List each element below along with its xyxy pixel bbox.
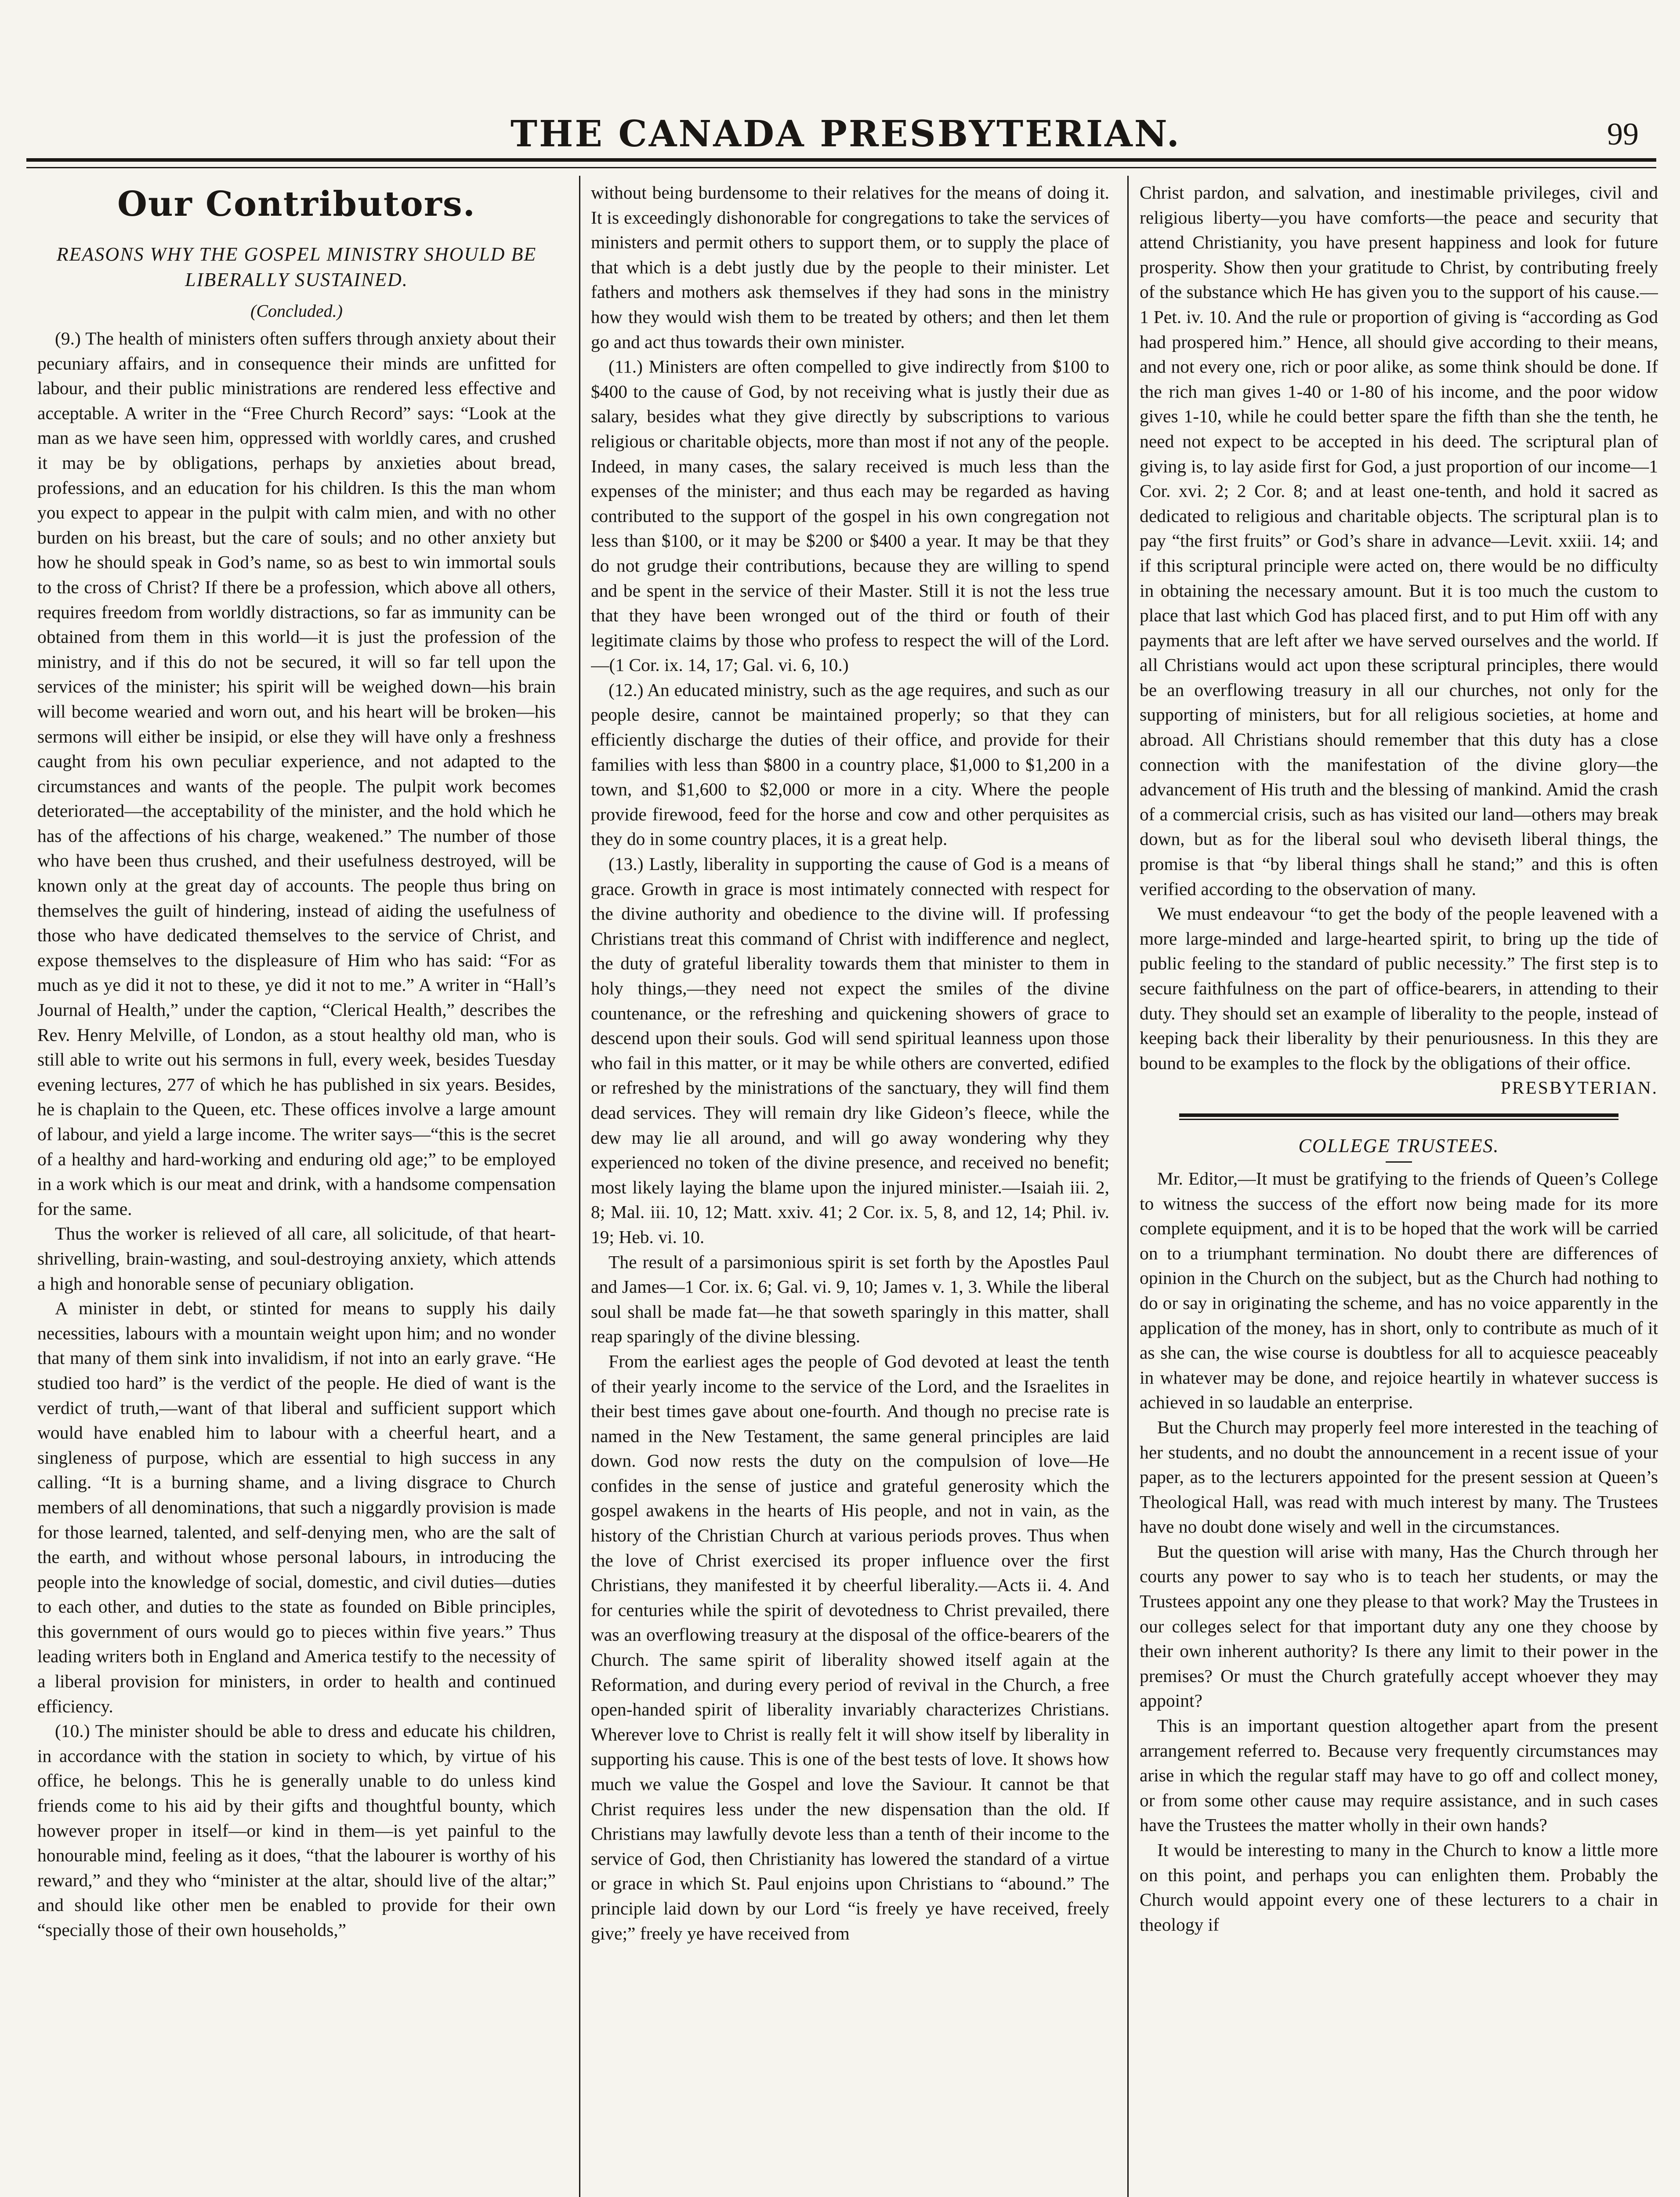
article-title: COLLEGE TRUSTEES. xyxy=(1298,1135,1499,1157)
newspaper-title: THE CANADA PRESBYTERIAN. xyxy=(510,113,1181,155)
paragraph: (11.) Ministers are often compelled to give indirectly from $100 to $400 to the cause of God, by not receiving what is justly their due as salary, besides what they give directly by subscriptions to various religious or charitable objects, more than most if not any of the people. Indeed, in many cases, the salary received is much less than the expenses of the minister; and thus each may be regarded as having contributed to the support of the gospel in his own congregation not less than $100, or it may be $200 or $400 a year. It may be that they do not grudge their contributions, because they are willing to spend and be spent in the service of their Master. Still it is not the less true that they have been wronged out of the third or fouth of their legitimate claims by those who profess to respect the will of the Lord.—(1 Cor. ix. 14, 17; Gal. vi. 6, 10.) xyxy=(591,356,1109,675)
paragraph: But the question will arise with many, Has the Church through her courts any power to say who is to teach her students, or may the Trustees appoint any one they please to that work? May the Trustees in our colleges select for that important duty any one they choose by their own inherent authority? Is there any limit to their power in the premises? Or must the Church gratefully accept whoever they may appoint? xyxy=(1140,1541,1658,1711)
paragraph: without being burdensome to their relatives for the means of doing it. It is exceedingly dishonorable for congregations to take the services of ministers and permit others to support them, or to supply the place of that which is a debt justly due by the people to their minister. Let fathers and mothers ask themselves if they had sons in the ministry how they would wish them to be treated by others; and then let them go and act thus towards their own minister. xyxy=(591,182,1109,352)
article-separator xyxy=(1179,1113,1618,1117)
article-title: REASONS WHY THE GOSPEL MINISTRY SHOULD BE LIBERALLY SUSTAINED. xyxy=(56,243,537,290)
paragraph: A minister in debt, or stinted for means to supply his daily necessities, labours with a mountain weight upon him; and no wonder that many of them sink into invalidism, if not into an early grave. “He studied too hard” is the verdict of the people. He died of want is the verdict of truth,—want of that liberal and sufficient support which would have enabled him to labour with a cheerful heart, and a singleness of purpose, which are essential to high success in any calling. “It is a burning shame, and a living disgrace to Church members of all denominations, that such a niggardly provision is made for those learned, talented, and self-denying men, who are the salt of the earth, and without whose personal labours, in introducing the people into the knowledge of social, domestic, and civil duties—duties to each other, and duties to the state as founded on Bible principles, this government of ours would go to pieces within five years.” Thus leading writers both in England and America testify to the necessity of a liberal provision for ministers, in order to health and continued efficiency. xyxy=(37,1298,556,1716)
paragraph: (9.) The health of ministers often suffers through anxiety about their pecuniary affairs, and in consequence their minds are unfitted for labour, and their public ministrations are rendered less effective and acceptable. A writer in the “Free Church Record” says: “Look at the man as we have seen him, oppressed with worldly cares, and crushed it may be by obligations, perhaps by anxieties about bread, professions, and an education for his children. Is this the man whom you expect to appear in the pulpit with calm mien, and with no other burden on his breast, but the care of souls; and no other anxiety but how he should speak in God’s name, so as best to win immortal souls to the cross of Christ? If there be a profession, which above all others, requires freedom from worldly distractions, so far as immunity can be obtained from them in this world—it is just the profession of the ministry, and if this do not be secured, it will so far tell upon the services of the minister; his spirit will be weighed down—his brain will become wearied and worn out, and his heart will be broken—his sermons will either be insipid, or else they will have only a freshness caught from his own peculiar experience, and not adapted to the circumstances and wants of the people. The pulpit work becomes deteriorated—the acceptability of the minister, and the hold which he has of the affections of his charge, weakened.” The number of those who have been thus crushed, and their usefulness destroyed, will be known only at the great day of accounts. The people thus bring on themselves the guilt of hindering, instead of aiding the usefulness of those who have dedicated themselves to the service of Christ, and expose themselves to the displeasure of Him who has said: “For as much as ye did it not to these, ye did it not to me.” A writer in “Hall’s Journal of Health,” under the caption, “Clerical Health,” describes the Rev. Henry Melville, of London, as a stout healthy old man, who is still able to write out his sermons in full, every week, besides Tuesday evening lectures, 277 of which he has published in six years. Besides, he is chaplain to the Queen, etc. These offices involve a large amount of labour, and yield a large income. The writer says—“this is the secret of a healthy and hard-working and enduring old age;” to be employed in a work which is our meat and drink, with a handsome compensation for the same. xyxy=(37,328,556,1219)
page-number: 99 xyxy=(1607,116,1639,152)
section-heading: Our Contributors. xyxy=(117,184,476,224)
paragraph: Mr. Editor,—It must be gratifying to the friends of Queen’s College to witness the success of the effort now being made for its more complete equipment, and it is to be hoped that the work will be carried on to a triumphant termination. No doubt there are differences of opinion in the Church on the subject, but as the Church had nothing to do or say in originating the scheme, and has no voice apparently in the application of the money, has in short, only to contribute as much of it as she can, the wise course is doubtless for all to acquiesce peaceably in whatever may be done, and rejoice heartily in whatever success is achieved in so laudable an enterprise. xyxy=(1140,1168,1658,1413)
paragraph: From the earliest ages the people of God devoted at least the tenth of their yearly income to the service of the Lord, and the Israelites in their best times gave about one-fourth. And though no precise rate is named in the New Testament, the same general principles are laid down. God now rests the duty on the compulsion of love—He confides in the sense of justice and grateful generosity which the gospel awakens in the hearts of His people, and not in vain, as the history of the Christian Church at various periods proves. Thus when the love of Christ exercised its proper influence over the first Christians, they manifested it by cheerful liberality.—Acts ii. 4. And for centuries while the spirit of devotedness to Christ prevailed, there was an overflowing treasury at the disposal of the office-bearers of the Church. The same spirit of liberality showed itself again at the Reformation, and during every period of revival in the Church, a free open-handed spirit of liberality invariably characterizes Christians. Wherever love to Christ is really felt it will show itself by liberality in supporting his cause. This is one of the best tests of love. It shows how much we value the Gospel and love the Saviour. It cannot be that Christ requires less under the new dispensation than the old. If Christians may lawfully devote less than a tenth of their income to the service of God, then Christianity has lowered the standard of a virtue or grace in which St. Paul enjoins upon Christians to “abound.” The principle laid down by our Lord “is freely ye have received, freely give;” freely ye have received from xyxy=(591,1351,1109,1943)
article-separator-thin xyxy=(1179,1119,1618,1120)
paragraph: (12.) An educated ministry, such as the age requires, and such as our people desire, cannot be maintained properly; so that they can efficiently discharge the duties of their office, and provide for their families with less than $800 in a country place, $1,000 to $1,200 in a town, and $1,600 to $2,000 or more in a city. Where the people provide firewood, feed for the horse and cow and other perquisites as they do in some country places, it is a great help. xyxy=(591,679,1109,849)
column-2 xyxy=(591,180,1109,2197)
column-rule-1 xyxy=(579,176,580,2197)
paragraph: (10.) The minister should be able to dress and educate his children, in accordance with the station in society to which, by virtue of his office, he belongs. This he is generally unable to do unless kind friends come to his aid by their gifts and thoughtful bounty, which however proper in itself—or kind in them—is yet painful to the honourable mind, feeling as it does, “that the labourer is worthy of his reward,” and they who “minister at the altar, should live of the altar;” and should like other men be enabled to provide for their own “specially those of their own households,” xyxy=(37,1721,556,1940)
paragraph: We must endeavour “to get the body of the people leavened with a more large-minded and large-hearted spirit, to bring up the tide of public feeling to the standard of public necessity.” The first step is to secure faithfulness on the part of office-bearers, in attending to their duty. They should set an example of liberality to the people, instead of keeping back their liberality by their penuriousness. In this they are bound to be examples to the flock by the obligations of their office. xyxy=(1140,903,1658,1073)
paragraph: But the Church may properly feel more interested in the teaching of her students, and no doubt the announcement in a recent issue of your paper, as to the lecturers appointed for the present session at Queen’s Theological Hall, was read with much interest by many. The Trustees have no doubt done wisely and well in the circumstances. xyxy=(1140,1417,1658,1537)
paragraph: It would be interesting to many in the Church to know a little more on this point, and perhaps you can enlighten them. Probably the Church would appoint every one of these lecturers to a chair in theology if xyxy=(1140,1840,1658,1935)
concluded-note: (Concluded.) xyxy=(250,301,343,321)
paragraph: Christ pardon, and salvation, and inestimable privileges, civil and religious liberty—you have comforts—the peace and security that attend Christianity, you have present happiness and look for future prosperity. Show then your gratitude to Christ, by contributing freely of the substance which He has given you to the support of his cause.—1 Pet. iv. 10. And the rule or proportion of giving is “according as God had prospered him.” Hence, all should give according to their means, and not every one, rich or poor alike, as some think should be done. If the rich man gives 1-40 or 1-80 of his income, and the poor widow gives 1-10, while he could better spare the fifth than she the tenth, he need not expect to be accepted in his deed. The scriptural plan of giving is, to lay aside first for God, a just proportion of our income—1 Cor. xvi. 2; 2 Cor. 8; and at least one-tenth, and hold it sacred as dedicated to religious and charitable objects. The scriptural plan is to pay “the first fruits” or God’s share in advance—Levit. xxiii. 14; and if this scriptural principle were acted on, there would be no difficulty in obtaining the necessary amount. But it is too much the custom to place that last which God has placed first, and to put Him off with any payments that are left after we have served ourselves and the world. If all Christians would act upon these scriptural principles, there would be an overflowing treasury in all our churches, not only for the supporting of ministers, but for all religious societies, at home and abroad. All Christians should remember that this duty has a close connection with the manifestation of the divine glory—the advancement of His truth and the blessing of mankind. Amid the crash of a commercial crisis, such as has visited our land—others may break down, but as for the liberal soul who deviseth liberal things, the promise is that “by liberal things shall he stand;” and this is often verified according to the observation of many. xyxy=(1140,182,1658,899)
masthead xyxy=(35,110,1656,158)
paragraph: Thus the worker is relieved of all care, all solicitude, of that heart-shrivelling, brain-wasting, and soul-destroying anxiety, which attends a high and honorable sense of pecuniary obligation. xyxy=(37,1223,556,1294)
header-rule-thin xyxy=(26,167,1656,168)
column-3 xyxy=(1140,180,1658,2197)
paragraph: This is an important question altogether apart from the present arrangement referred to. Because very frequently circumstances may arise in which the regular staff may have to go off and collect money, or from some other cause may require assistance, and in such cases have the Trustees the matter wholly in their own hands? xyxy=(1140,1715,1658,1835)
column-rule-2 xyxy=(1127,176,1129,2197)
paragraph: (13.) Lastly, liberality in supporting the cause of God is a means of grace. Growth in grace is most intimately connected with respect for the divine authority and obedience to the divine will. If professing Christians treat this command of Christ with indifference and neglect, the duty of grateful liberality towards them that minister to them in holy things,—they need not expect the smiles of the divine countenance, or the refreshing and quickening showers of grace to descend upon their souls. God will send spiritual leanness upon those who fail in this matter, or it may be while others are converted, edified or refreshed by the ministrations of the sanctuary, they will find them dead services. They will remain dry like Gideon’s fleece, while the dew may lie all around, and will go away wondering why they experienced no token of the divine presence, and received no benefit; most likely laying the blame upon the injured minister.—Isaiah iii. 2, 8; Mal. iii. 10, 12; Matt. xxiv. 41; 2 Cor. ix. 5, 8, and 12, 14; Phil. iv. 19; Heb. vi. 10. xyxy=(591,854,1109,1247)
paragraph: The result of a parsimonious spirit is set forth by the Apostles Paul and James—1 Cor. ix. 6; Gal. vi. 9, 10; James v. 1, 3. While the liberal soul shall be made fat—he that soweth sparingly in this matter, shall reap sparingly of the divine blessing. xyxy=(591,1251,1109,1347)
signature: PRESBYTERIAN. xyxy=(1500,1077,1658,1098)
title-rule xyxy=(1386,1161,1412,1163)
header-rule-thick xyxy=(26,158,1656,162)
column-1 xyxy=(37,180,556,2197)
